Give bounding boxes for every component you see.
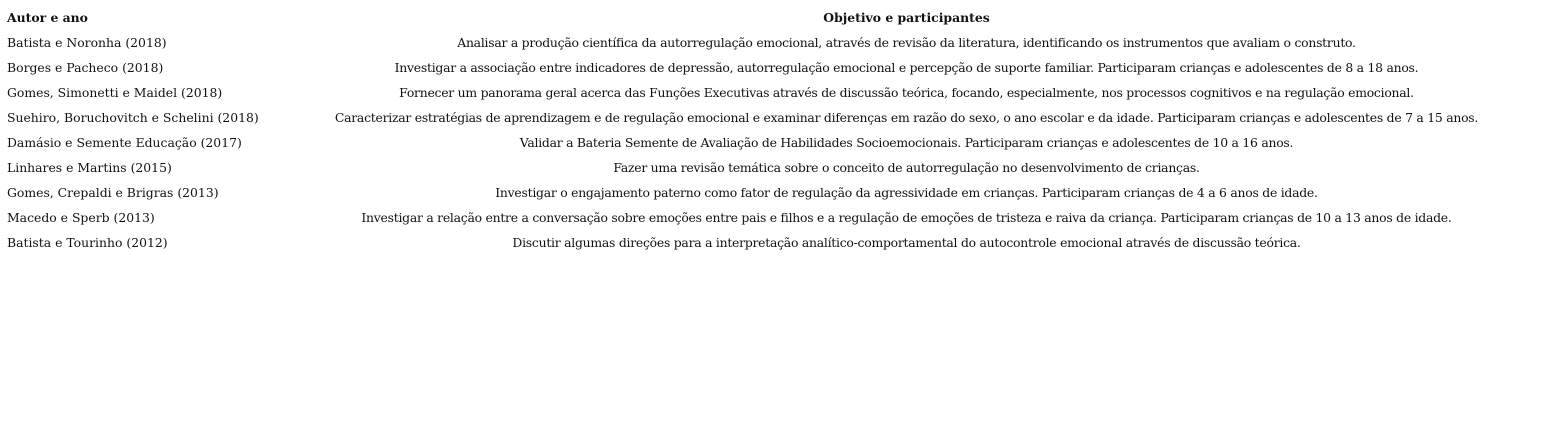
author-cell: Batista e Tourinho (2012): [7, 235, 168, 250]
objective-cell: Validar a Bateria Semente de Avaliação de Habilidades Socioemocionais. Participaram crianças e adolescentes de 10 a 16 anos.: [519, 135, 1294, 150]
table-row: [4, 155, 1537, 180]
objective-cell: Investigar a relação entre a conversação sobre emoções entre pais e filhos e a regulação de emoções de tristeza e raiva da criança. Participaram crianças de 10 a 13 anos de idade.: [361, 210, 1452, 225]
header-row: [4, 5, 1537, 30]
author-cell: Gomes, Crepaldi e Brigras (2013): [7, 185, 219, 200]
table-row: [4, 230, 1537, 255]
table-row: [4, 105, 1537, 130]
author-cell: Damásio e Semente Educação (2017): [7, 135, 242, 150]
author-cell: Gomes, Simonetti e Maidel (2018): [7, 85, 223, 100]
header-author: Autor e ano: [7, 10, 88, 25]
author-cell: Macedo e Sperb (2013): [7, 210, 155, 225]
author-cell: Batista e Noronha (2018): [7, 35, 167, 50]
objective-cell: Fornecer um panorama geral acerca das Funções Executivas através de discussão teórica, focando, especialmente, nos processos cognitivos e na regulação emocional.: [399, 85, 1414, 100]
objective-cell: Caracterizar estratégias de aprendizagem e de regulação emocional e examinar diferenças em razão do sexo, o ano escolar e da idade. Participaram crianças e adolescentes de 7 a 15 anos.: [334, 110, 1479, 125]
table-row: [4, 80, 1537, 105]
objective-cell: Fazer uma revisão temática sobre o conceito de autorregulação no desenvolvimento de crianças.: [613, 160, 1200, 175]
author-cell: Linhares e Martins (2015): [7, 160, 172, 175]
table-row: [4, 180, 1537, 205]
objective-cell: Investigar o engajamento paterno como fator de regulação da agressividade em crianças. Participaram crianças de 4 a 6 anos de idade.: [495, 185, 1318, 200]
table-header: [4, 5, 1537, 30]
objective-cell: Discutir algumas direções para a interpretação analítico-comportamental do autocontrole emocional através de discussão teórica.: [512, 235, 1301, 250]
table-row: [4, 30, 1537, 55]
table-body: [4, 30, 1537, 255]
literature-table: [4, 5, 1537, 255]
table-row: [4, 130, 1537, 155]
table-row: [4, 55, 1537, 80]
header-objective: Objetivo e participantes: [823, 10, 990, 25]
objective-cell: Analisar a produção científica da autorregulação emocional, através de revisão da literatura, identificando os instrumentos que avaliam o construto.: [457, 35, 1356, 50]
author-cell: Borges e Pacheco (2018): [7, 60, 164, 75]
author-cell: Suehiro, Boruchovitch e Schelini (2018): [7, 110, 259, 125]
table-row: [4, 205, 1537, 230]
objective-cell: Investigar a associação entre indicadores de depressão, autorregulação emocional e percepção de suporte familiar. Participaram crianças e adolescentes de 8 a 18 anos.: [394, 60, 1419, 75]
